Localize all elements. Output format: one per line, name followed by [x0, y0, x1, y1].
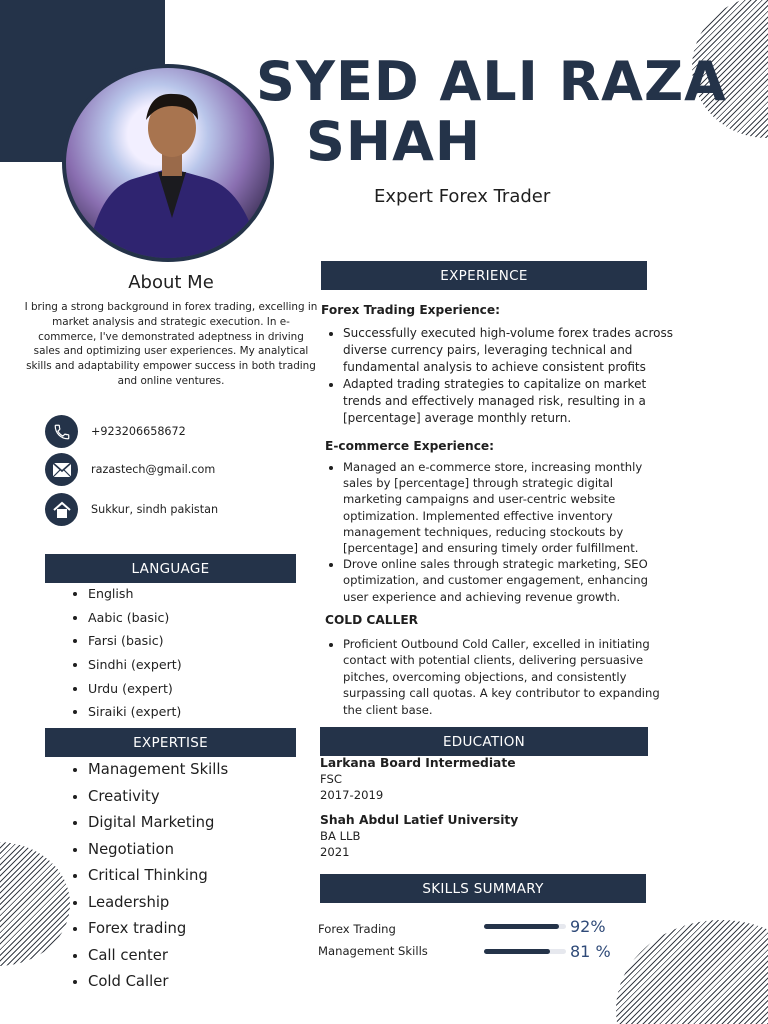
list-item: • Siraiki (expert)	[88, 704, 182, 728]
list-item: • Critical Thinking	[88, 866, 228, 893]
expertise-list	[72, 760, 228, 999]
education-institution: Larkana Board Intermediate	[320, 756, 516, 770]
list-item: • Leadership	[88, 893, 228, 920]
skill-bar-fill	[484, 949, 550, 954]
education-entry	[320, 812, 518, 860]
skill-bar-fill	[484, 924, 559, 929]
experience-heading-ecommerce: E-commerce Experience:	[325, 439, 495, 453]
experience-bullets-ecommerce	[325, 459, 697, 605]
list-item: • Farsi (basic)	[88, 633, 182, 657]
list-item: • Successfully executed high-volume forex trades across diverse currency pairs, leveraging technical and fundamental analysis to achieve consistent profits	[343, 325, 697, 376]
skill-value: 81 %	[570, 942, 611, 961]
skill-bar	[484, 924, 566, 929]
education-institution: Shah Abdul Latief University	[320, 813, 519, 827]
skill-bar	[484, 949, 566, 954]
list-item: • Management Skills	[88, 760, 228, 787]
language-list	[72, 586, 182, 728]
education-years: 2017-2019	[320, 788, 384, 802]
skills-summary-header: SKILLS SUMMARY	[320, 874, 646, 903]
skill-value: 92%	[570, 917, 606, 936]
list-item: • Call center	[88, 946, 228, 973]
list-item: • Cold Caller	[88, 972, 228, 999]
mail-icon	[45, 453, 78, 486]
contact-email-text: razastech@gmail.com	[91, 463, 216, 476]
list-item: • Adapted trading strategies to capitalize on market trends and effectively managed risk, resulting in a [percentage] average monthly return.	[343, 376, 697, 427]
list-item: • Proficient Outbound Cold Caller, excelled in initiating contact with potential clients, delivering persuasive pitches, overcoming objections, and consistently surpassing call quotas. A key contributor to expanding the client base.	[343, 636, 697, 718]
list-item: • Sindhi (expert)	[88, 657, 182, 681]
education-entry	[320, 755, 516, 803]
experience-heading-cold-caller: COLD CALLER	[325, 613, 419, 627]
list-item: • Creativity	[88, 787, 228, 814]
experience-bullets-forex	[325, 325, 697, 427]
skill-label: Forex Trading	[318, 922, 396, 936]
list-item: • English	[88, 586, 182, 610]
contact-phone	[45, 415, 186, 448]
about-title: About Me	[128, 272, 214, 293]
experience-header: EXPERIENCE	[321, 261, 647, 290]
name-line-2: SHAH	[306, 110, 482, 173]
skill-label: Management Skills	[318, 944, 428, 958]
phone-icon	[45, 415, 78, 448]
hatched-circle-decoration	[616, 920, 768, 1024]
contact-address-text: Sukkur, sindh pakistan	[91, 503, 219, 516]
language-header: LANGUAGE	[45, 554, 296, 583]
contact-phone-text: +923206658672	[91, 425, 186, 438]
expertise-header: EXPERTISE	[45, 728, 296, 757]
home-icon	[45, 493, 78, 526]
profile-photo	[62, 64, 274, 262]
list-item: • Forex trading	[88, 919, 228, 946]
list-item: • Aabic (basic)	[88, 610, 182, 634]
contact-email	[45, 453, 215, 486]
contact-address	[45, 493, 218, 526]
list-item: • Negotiation	[88, 840, 228, 867]
education-years: 2021	[320, 845, 350, 859]
list-item: • Managed an e-commerce store, increasing monthly sales by [percentage] through strategic digital marketing campaigns and user-centric website optimization. Implemented effective inventory management techniques, reducing stockouts by [percentage] and ensuring timely order fulfillment.	[343, 459, 697, 556]
job-title: Expert Forex Trader	[374, 186, 551, 207]
about-text: I bring a strong background in forex trading, excelling in market analysis and strategic execution. In e-commerce, I've demonstrated adeptness in driving sales and optimizing user experiences. My analytical skills and adaptability empower success in both trading and online ventures.	[24, 301, 318, 387]
education-degree: FSC	[320, 772, 342, 786]
hatched-circle-decoration	[0, 842, 70, 966]
education-header: EDUCATION	[320, 727, 648, 756]
name-line-1: SYED ALI RAZA	[256, 50, 727, 113]
list-item: • Drove online sales through strategic marketing, SEO optimization, and customer engagement, enhancing user experience and achieving revenue growth.	[343, 556, 697, 605]
experience-bullets-cold-caller	[325, 636, 697, 718]
list-item: • Urdu (expert)	[88, 681, 182, 705]
list-item: • Digital Marketing	[88, 813, 228, 840]
experience-heading-forex: Forex Trading Experience:	[321, 303, 501, 317]
education-degree: BA LLB	[320, 829, 361, 843]
